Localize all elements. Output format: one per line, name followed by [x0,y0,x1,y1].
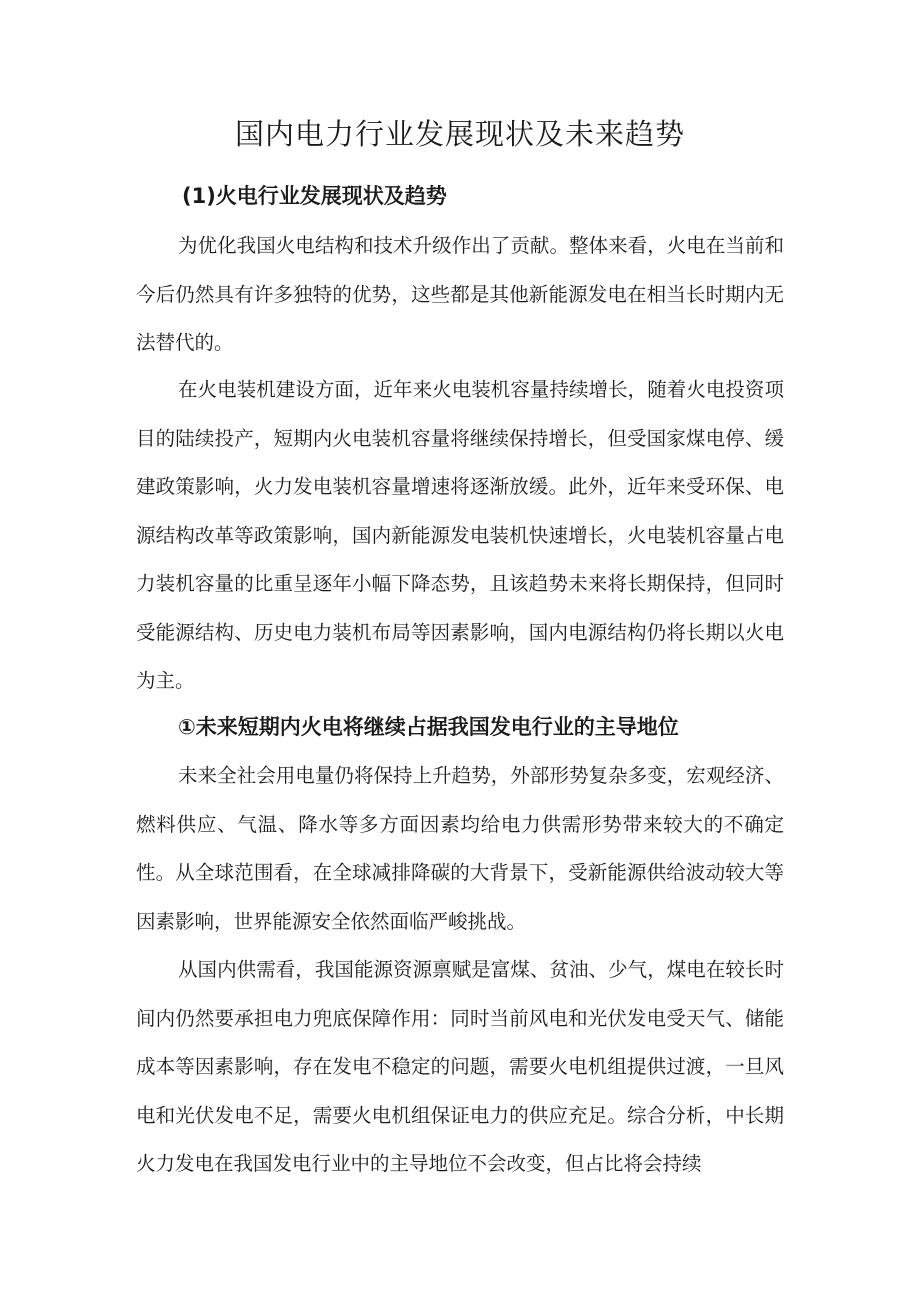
section-heading-dominant-position: ①未来短期内火电将继续占据我国发电行业的主导地位 [178,715,679,739]
paragraph-domestic-supply: 从国内供需看，我国能源资源禀赋是富煤、贫油、少气，煤电在较长时间内仍然要承担电力兜底保障作用：同时当前风电和光伏发电受天气、储能成本等因素影响，存在发电不稳定的问题，需要火电机组提供过渡，一旦风电和光伏发电不足，需要火电机组保证电力的供应充足。综合分析，中长期火力发电在我国发电行业中的主导地位不会改变，但占比将会持续 [136,958,784,1175]
document-title: 国内电力行业发展现状及未来趋势 [234,117,685,151]
paragraph-thermal-advantages: 为优化我国火电结构和技术升级作出了贡献。整体来看，火电在当前和今后仍然具有许多独特的优势，这些都是其他新能源发电在相当长时期内无法替代的。 [136,234,784,354]
paragraph-demand-outlook: 未来全社会用电量仍将保持上升趋势，外部形势复杂多变，宏观经济、燃料供应、气温、降水等多方面因素均给电力供需形势带来较大的不确定性。从全球范围看，在全球减排降碳的大背景下，受新能源供给波动较大等因素影响，世界能源安全依然面临严峻挑战。 [136,764,784,933]
paragraph-installed-capacity: 在火电装机建设方面，近年来火电装机容量持续增长，随着火电投资项目的陆续投产，短期内火电装机容量将继续保持增长，但受国家煤电停、缓建政策影响，火力发电装机容量增速将逐渐放缓。此外，近年来受环保、电源结构改革等政策影响，国内新能源发电装机快速增长，火电装机容量占电力装机容量的比重呈逐年小幅下降态势，且该趋势未来将长期保持，但同时受能源结构、历史电力装机布局等因素影响，国内电源结构仍将长期以火电为主。 [136,378,784,692]
section-heading-thermal-power: (1)火电行业发展现状及趋势 [182,184,447,208]
